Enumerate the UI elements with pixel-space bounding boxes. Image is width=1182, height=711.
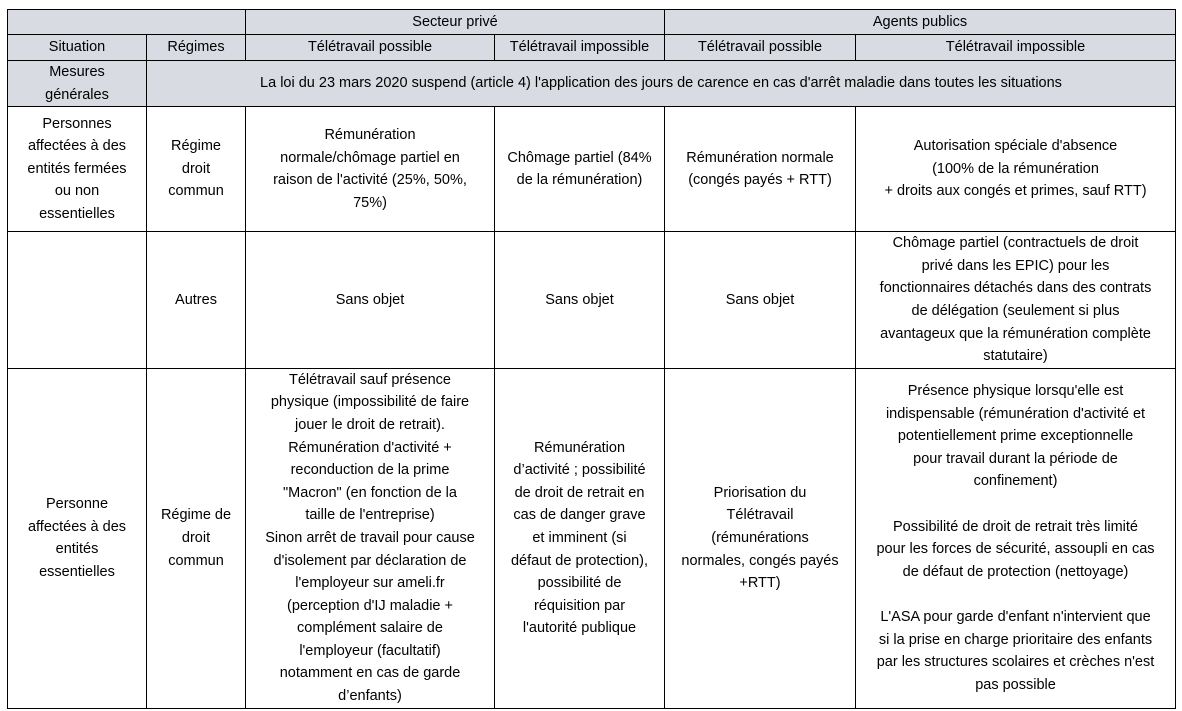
public-impossible-cell: Chômage partiel (contractuels de droit privé dans les EPIC) pour les fonctionnaires détachés dans des contrats de délégation (seulement si plus avantageux que la rémunération complète statutaire) <box>856 232 1176 369</box>
private-impossible-cell: Rémunération d’activité ; possibilité de droit de retrait en cas de danger grave et imminent (si défaut de protection), possibilité de réquisition par l'autorité publique <box>495 368 665 708</box>
general-measures-text: La loi du 23 mars 2020 suspend (article 4) l'application des jours de carence en cas d'arrêt maladie dans toutes les situations <box>147 61 1176 107</box>
situation-cell: Personnes affectées à des entités fermées ou non essentielles <box>8 107 147 232</box>
public-possible-cell: Rémunération normale (congés payés + RTT) <box>665 107 856 232</box>
private-impossible-cell: Chômage partiel (84% de la rémunération) <box>495 107 665 232</box>
public-possible-cell: Sans objet <box>665 232 856 369</box>
general-measures-label: Mesures générales <box>8 61 147 107</box>
general-measures-row <box>8 61 1176 107</box>
column-header-row <box>8 35 1176 61</box>
public-impossible-cell: Autorisation spéciale d'absence (100% de la rémunération + droits aux congés et primes, sauf RTT) <box>856 107 1176 232</box>
telework-measures-table <box>7 9 1176 709</box>
public-possible-cell: Priorisation du Télétravail (rémunérations normales, congés payés +RTT) <box>665 368 856 708</box>
group-header-private: Secteur privé <box>246 10 665 35</box>
col-header-situation: Situation <box>8 35 147 61</box>
corner-cell <box>8 10 246 35</box>
col-header-private-possible: Télétravail possible <box>246 35 495 61</box>
private-possible-cell: Sans objet <box>246 232 495 369</box>
table-row <box>8 107 1176 232</box>
table-row <box>8 232 1176 369</box>
regime-cell: Régime de droit commun <box>147 368 246 708</box>
group-header-row <box>8 10 1176 35</box>
col-header-private-impossible: Télétravail impossible <box>495 35 665 61</box>
regime-cell: Régime droit commun <box>147 107 246 232</box>
col-header-public-impossible: Télétravail impossible <box>856 35 1176 61</box>
situation-cell <box>8 232 147 369</box>
public-impossible-cell: Présence physique lorsqu'elle est indispensable (rémunération d'activité et potentiellement prime exceptionnelle pour travail durant la période de confinement) Possibilité de droit de retrait très limité pour les forces de sécurité, assoupli en cas de défaut de protection (nettoyage) L'ASA pour garde d'enfant n'intervient que si la prise en charge prioritaire des enfants par les structures scolaires et crèches n'est pas possible <box>856 368 1176 708</box>
private-possible-cell: Rémunération normale/chômage partiel en raison de l'activité (25%, 50%, 75%) <box>246 107 495 232</box>
private-impossible-cell: Sans objet <box>495 232 665 369</box>
col-header-regimes: Régimes <box>147 35 246 61</box>
regime-cell: Autres <box>147 232 246 369</box>
table-row <box>8 368 1176 708</box>
private-possible-cell: Télétravail sauf présence physique (impossibilité de faire jouer le droit de retrait). Rémunération d'activité + reconduction de la prime "Macron" (en fonction de la taille de l'entreprise) Sinon arrêt de travail pour cause d'isolement par déclaration de l'employeur sur ameli.fr (perception d'IJ maladie + complément salaire de l'employeur (facultatif) notamment en cas de garde d’enfants) <box>246 368 495 708</box>
col-header-public-possible: Télétravail possible <box>665 35 856 61</box>
situation-cell: Personne affectées à des entités essentielles <box>8 368 147 708</box>
group-header-public: Agents publics <box>665 10 1176 35</box>
